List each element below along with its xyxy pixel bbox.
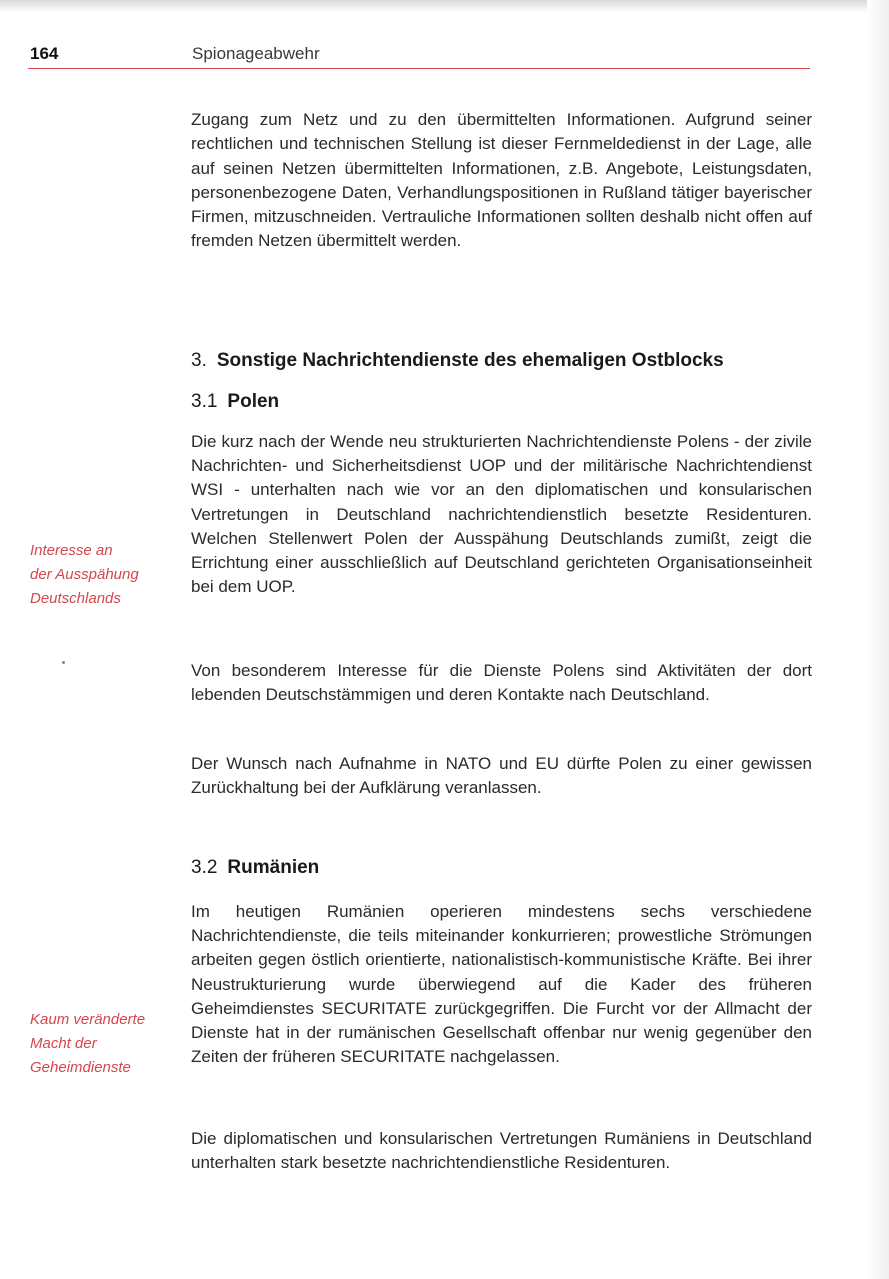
scan-shadow-right [867, 0, 889, 1279]
margin-note-rumaenien [30, 1008, 180, 1080]
section-3-1-number: 3.1 [191, 391, 218, 412]
polen-paragraph-1: Die kurz nach der Wende neu strukturierten Nachrichtendienste Polens - der zivile Nachrichten- und Sicherheitsdienst UOP und der militärische Nachrichtendienst WSI - unterhalten nach wie vor an den diplomatischen und konsularischen Vertretungen in Deutschland nachrichtendienstlich besetzte Residenturen. Welchen Stellenwert Polen der Ausspähung Deutschlands zumißt, zeigt die Errichtung einer ausschließlich auf Deutschland gerichteten Organisationseinheit bei dem UOP. [191, 432, 812, 597]
page-number: 164 [30, 44, 59, 63]
margin-note-polen [30, 539, 180, 611]
margin-note-line: Kaum veränderte [30, 1011, 146, 1028]
margin-note-line: Deutschlands [30, 590, 121, 607]
margin-note-line: Geheimdienste [30, 1059, 131, 1076]
page-header [28, 40, 810, 69]
section-3-2-number: 3.2 [191, 857, 218, 878]
running-title: Spionageabwehr [192, 44, 320, 63]
polen-paragraph-3: Der Wunsch nach Aufnahme in NATO und EU dürfte Polen zu einer gewissen Zurückhaltung bei der Aufklärung veranlassen. [191, 754, 812, 798]
section-3-2-heading [191, 857, 319, 879]
scan-shadow-top [0, 0, 889, 12]
polen-paragraph-2: Von besonderem Interesse für die Dienste Polens sind Aktivitäten der dort lebenden Deutschstämmigen und deren Kontakte nach Deutschland. [191, 661, 812, 705]
section-3-number: 3. [191, 350, 207, 371]
margin-note-line: Macht der [30, 1035, 97, 1052]
scan-speck [62, 661, 65, 664]
margin-note-line: der Ausspähung [30, 566, 139, 583]
rumaenien-paragraph-2: Die diplomatischen und konsularischen Vertretungen Rumäniens in Deutschland unterhalten stark besetzte nachrichtendienstliche Residenturen. [191, 1129, 812, 1173]
section-3-heading [191, 350, 724, 372]
section-3-2-title: Rumänien [227, 857, 320, 878]
section-3-title: Sonstige Nachrichtendienste des ehemaligen Ostblocks [216, 350, 724, 371]
rumaenien-paragraph-1: Im heutigen Rumänien operieren mindestens sechs verschiedene Nachrichtendienste, die teils miteinander konkurrieren; prowestliche Strömungen arbeiten gegen östlich orientierte, nationalistisch-kommunistische Kräfte. Bei ihrer Neustrukturierung wurde überwiegend auf die Kader des früheren Geheimdienstes SECURITATE zurückgegriffen. Die Furcht vor der Allmacht der Dienste hat in der rumänischen Gesellschaft offenbar nur wenig gegenüber den Zeiten der früheren SECURITATE nachgelassen. [191, 902, 812, 1067]
margin-note-line: Interesse an [30, 542, 113, 559]
section-3-1-heading [191, 391, 279, 413]
section-3-1-title: Polen [227, 391, 280, 412]
intro-paragraph: Zugang zum Netz und zu den übermittelten Informationen. Aufgrund seiner rechtlichen und technischen Stellung ist dieser Fernmeldedienst in der Lage, alle auf seinen Netzen übermittelten Informationen, z.B. Angebote, Leistungsdaten, personenbezogene Daten, Verhandlungspositionen in Rußland tätiger bayerischer Firmen, mitzuschneiden. Vertrauliche Informationen sollten deshalb nicht offen auf fremden Netzen übermittelt werden. [191, 110, 812, 251]
